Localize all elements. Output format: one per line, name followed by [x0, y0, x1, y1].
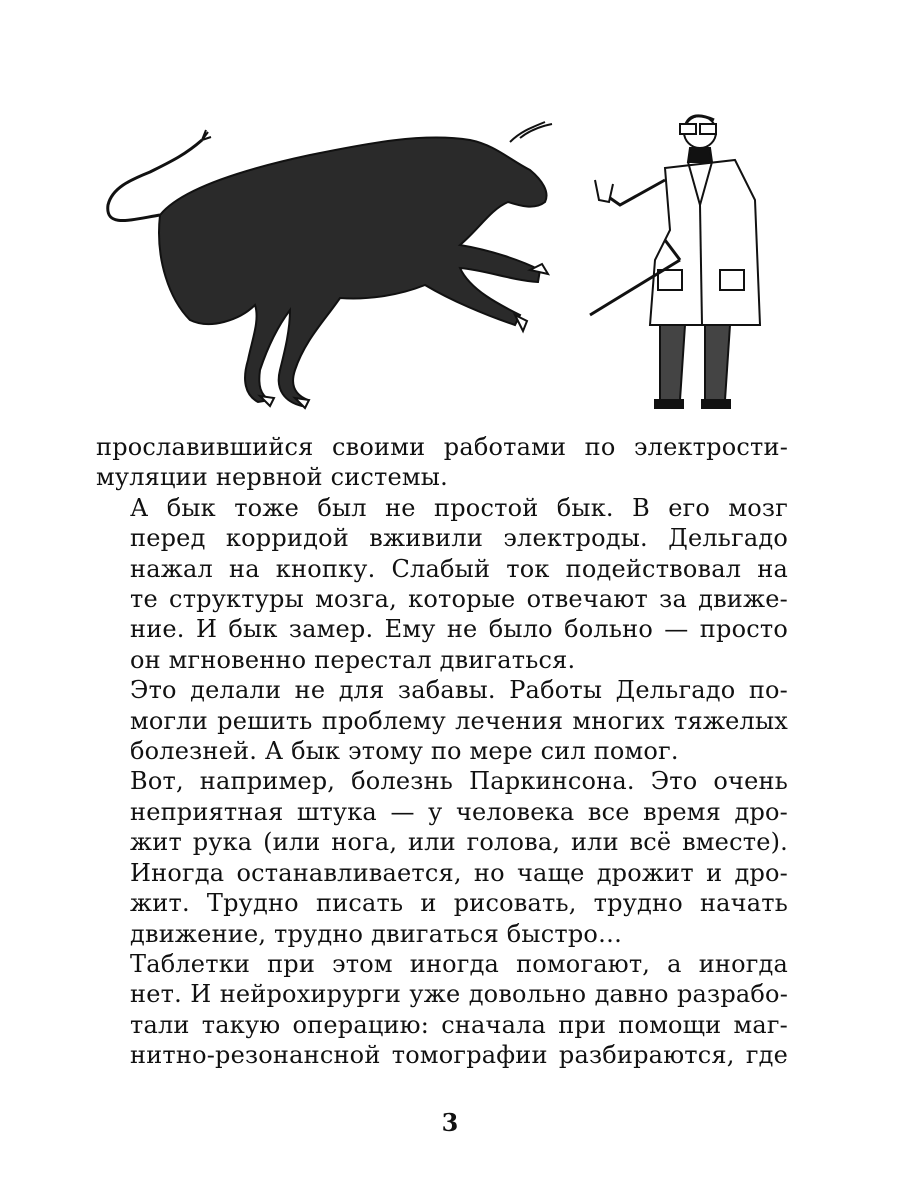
- text-line: Таблетки при этом иногда помогают, а иногда: [130, 949, 788, 978]
- page-number: 3: [441, 1108, 459, 1137]
- scientist-drawing: [590, 116, 760, 408]
- text-line: муляции нервной системы.: [96, 463, 448, 492]
- paragraph-4: [96, 766, 788, 948]
- text-line: жит рука (или нога, или голова, или всё вместе).: [130, 828, 788, 857]
- paragraph-3: [96, 675, 788, 766]
- text-line: болезней. А бык этому по мере сил помог.: [130, 737, 679, 766]
- paragraph-2: [96, 493, 788, 675]
- text-line: движение, трудно двигаться быстро…: [130, 919, 623, 948]
- text-line: он мгновенно перестал двигаться.: [130, 645, 576, 674]
- paragraph-1: [96, 432, 788, 493]
- bull-drawing: [108, 122, 552, 408]
- text-line: Вот, например, болезнь Паркинсона. Это очень: [130, 767, 788, 796]
- bull-and-scientist-illustration: [90, 110, 810, 430]
- text-line: тали такую операцию: сначала при помощи маг-: [130, 1010, 788, 1039]
- text-line: нажал на кнопку. Слабый ток подействовал на: [130, 554, 788, 583]
- text-line: неприятная штука — у человека все время дро-: [130, 797, 788, 826]
- text-line: те структуры мозга, которые отвечают за движе-: [130, 585, 788, 614]
- paragraph-5: [96, 949, 788, 1071]
- text-line: нет. И нейрохирурги уже довольно давно разрабо-: [130, 980, 788, 1009]
- text-line: могли решить проблему лечения многих тяжелых: [130, 706, 788, 735]
- text-line: Иногда останавливается, но чаще дрожит и дро-: [130, 858, 788, 887]
- text-line: ние. И бык замер. Ему не было больно — просто: [130, 615, 788, 644]
- text-line: жит. Трудно писать и рисовать, трудно начать: [130, 889, 788, 918]
- text-line: прославившийся своими работами по электрости-: [96, 433, 788, 461]
- text-line: А бык тоже был не простой бык. В его мозг: [130, 493, 788, 522]
- text-line: перед корридой вживили электроды. Дельгадо: [130, 524, 788, 553]
- body-text: [96, 432, 788, 1071]
- text-line: нитно-резонансной томографии разбираются, где: [130, 1041, 788, 1070]
- text-line: Это делали не для забавы. Работы Дельгадо по-: [130, 676, 788, 705]
